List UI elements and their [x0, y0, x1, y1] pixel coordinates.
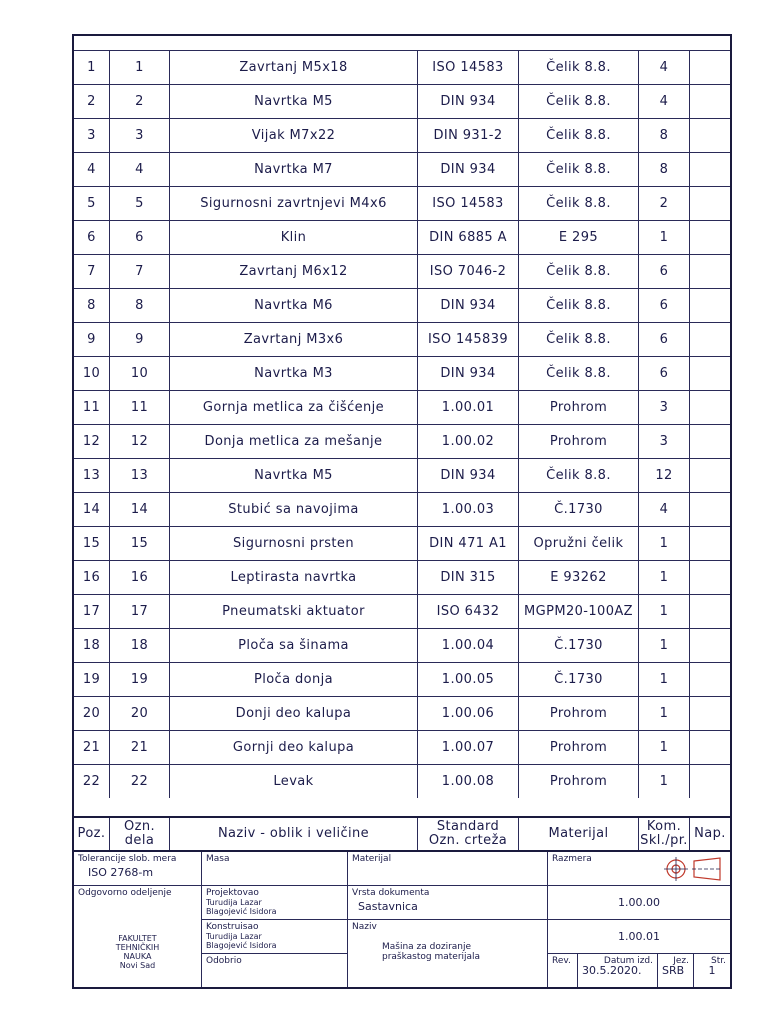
row-material: Prohrom: [519, 731, 639, 764]
row-position: 5: [74, 187, 110, 220]
page-cell: [694, 954, 730, 987]
row-material: Prohrom: [519, 425, 639, 458]
constructor-label: Konstruisao: [206, 922, 259, 932]
row-position: 11: [74, 391, 110, 424]
row-position: 9: [74, 323, 110, 356]
row-part-id: 19: [110, 663, 170, 696]
doc-type-cell: [348, 886, 548, 920]
row-material: MGPM20-100AZ: [519, 595, 639, 628]
row-material: Čelik 8.8.: [519, 357, 639, 390]
scale-cell: [548, 852, 730, 886]
row-name: Donja metlica za mešanje: [170, 425, 418, 458]
row-quantity: 6: [639, 357, 690, 390]
constructor-name-2: Blagojević Isidora: [206, 941, 277, 950]
row-quantity: 6: [639, 323, 690, 356]
table-row: [74, 186, 730, 220]
header-standard: Standard Ozn. crteža: [418, 818, 519, 850]
row-note: [690, 391, 730, 424]
row-standard: 1.00.05: [418, 663, 519, 696]
row-standard: ISO 145839: [418, 323, 519, 356]
row-name: Leptirasta navrtka: [170, 561, 418, 594]
doc-type-label: Vrsta dokumenta: [352, 888, 430, 898]
row-quantity: 1: [639, 765, 690, 798]
row-material: Čelik 8.8.: [519, 85, 639, 118]
row-name: Navrtka M5: [170, 459, 418, 492]
row-note: [690, 85, 730, 118]
row-quantity: 1: [639, 697, 690, 730]
row-position: 10: [74, 357, 110, 390]
header-naziv: Naziv - oblik i veličine: [170, 818, 418, 850]
row-name: Zavrtanj M6x12: [170, 255, 418, 288]
row-position: 4: [74, 153, 110, 186]
row-note: [690, 289, 730, 322]
header-materijal: Materijal: [519, 818, 639, 850]
row-note: [690, 731, 730, 764]
approved-label: Odobrio: [206, 956, 242, 966]
row-part-id: 9: [110, 323, 170, 356]
doc-type-value: Sastavnica: [358, 900, 418, 913]
title-name-label: Naziv: [352, 922, 377, 932]
row-standard: ISO 7046-2: [418, 255, 519, 288]
row-part-id: 4: [110, 153, 170, 186]
tolerance-cell: [74, 852, 202, 886]
revision-label: Rev.: [552, 956, 571, 966]
row-standard: DIN 934: [418, 85, 519, 118]
date-value: 30.5.2020.: [582, 964, 642, 977]
table-row: [74, 526, 730, 560]
row-standard: ISO 6432: [418, 595, 519, 628]
row-position: 18: [74, 629, 110, 662]
designer-name-1: Turudija Lazar: [206, 898, 262, 907]
table-row: [74, 696, 730, 730]
table-row: [74, 628, 730, 662]
faculty-name: FAKULTET TEHNIČKIH NAUKA Novi Sad: [115, 934, 160, 970]
row-material: Prohrom: [519, 765, 639, 798]
scale-label: Razmera: [552, 854, 592, 864]
row-name: Sigurnosni zavrtnjevi M4x6: [170, 187, 418, 220]
row-note: [690, 629, 730, 662]
row-note: [690, 527, 730, 560]
mass-label: Masa: [206, 854, 230, 864]
title-name-cell: [348, 920, 548, 987]
row-standard: DIN 934: [418, 289, 519, 322]
title-name-line-1: Mašina za doziranje: [382, 942, 472, 952]
row-note: [690, 663, 730, 696]
row-quantity: 6: [639, 289, 690, 322]
row-note: [690, 765, 730, 798]
row-standard: 1.00.01: [418, 391, 519, 424]
row-quantity: 3: [639, 425, 690, 458]
row-quantity: 4: [639, 493, 690, 526]
row-name: Gornji deo kalupa: [170, 731, 418, 764]
row-quantity: 8: [639, 153, 690, 186]
row-name: Zavrtanj M5x18: [170, 51, 418, 84]
constructor-cell: [202, 920, 348, 954]
table-row: [74, 84, 730, 118]
constructor-name-1: Turudija Lazar: [206, 932, 262, 941]
row-note: [690, 187, 730, 220]
row-note: [690, 221, 730, 254]
drawing-frame: [72, 34, 732, 989]
row-standard: DIN 6885 A: [418, 221, 519, 254]
row-material: Prohrom: [519, 391, 639, 424]
row-part-id: 12: [110, 425, 170, 458]
row-standard: 1.00.03: [418, 493, 519, 526]
row-quantity: 1: [639, 561, 690, 594]
table-row: [74, 356, 730, 390]
row-note: [690, 255, 730, 288]
table-row: [74, 322, 730, 356]
department-label: Odgovorno odeljenje: [78, 888, 172, 898]
table-row: [74, 662, 730, 696]
projection-symbol-icon: [664, 856, 724, 882]
row-part-id: 20: [110, 697, 170, 730]
row-part-id: 11: [110, 391, 170, 424]
table-row: [74, 424, 730, 458]
header-kom: Kom. Skl./pr.: [639, 818, 690, 850]
title-block: [74, 852, 730, 987]
row-quantity: 4: [639, 51, 690, 84]
row-quantity: 1: [639, 527, 690, 560]
header-poz: Poz.: [74, 818, 110, 850]
row-position: 12: [74, 425, 110, 458]
row-part-id: 7: [110, 255, 170, 288]
row-part-id: 17: [110, 595, 170, 628]
row-position: 2: [74, 85, 110, 118]
row-material: Opružni čelik: [519, 527, 639, 560]
row-quantity: 8: [639, 119, 690, 152]
language-label: Jez.: [673, 956, 689, 966]
table-row: [74, 288, 730, 322]
row-note: [690, 697, 730, 730]
row-note: [690, 425, 730, 458]
row-name: Navrtka M3: [170, 357, 418, 390]
table-row: [74, 118, 730, 152]
row-material: E 93262: [519, 561, 639, 594]
material-cell: [348, 852, 548, 886]
row-part-id: 8: [110, 289, 170, 322]
row-name: Navrtka M5: [170, 85, 418, 118]
row-quantity: 2: [639, 187, 690, 220]
table-row: [74, 50, 730, 84]
row-material: Čelik 8.8.: [519, 459, 639, 492]
row-name: Navrtka M6: [170, 289, 418, 322]
header-nap: Nap.: [694, 826, 726, 841]
row-note: [690, 357, 730, 390]
material-label: Materijal: [352, 854, 392, 864]
row-note: [690, 153, 730, 186]
parts-list-header: [74, 816, 730, 852]
row-part-id: 13: [110, 459, 170, 492]
row-name: Navrtka M7: [170, 153, 418, 186]
row-name: Donji deo kalupa: [170, 697, 418, 730]
table-row: [74, 220, 730, 254]
row-quantity: 1: [639, 663, 690, 696]
language-cell: [658, 954, 694, 987]
row-part-id: 21: [110, 731, 170, 764]
row-quantity: 1: [639, 731, 690, 764]
row-name: Zavrtanj M3x6: [170, 323, 418, 356]
department-cell: [74, 886, 202, 987]
row-material: Čelik 8.8.: [519, 289, 639, 322]
title-name-line-2: praškastog materijala: [382, 952, 481, 962]
row-material: Čelik 8.8.: [519, 153, 639, 186]
row-note: [690, 323, 730, 356]
tolerance-value: ISO 2768-m: [88, 866, 154, 879]
row-position: 8: [74, 289, 110, 322]
row-material: Čelik 8.8.: [519, 255, 639, 288]
row-note: [690, 561, 730, 594]
designer-name-2: Blagojević Isidora: [206, 907, 277, 916]
row-name: Pneumatski aktuator: [170, 595, 418, 628]
row-position: 1: [74, 51, 110, 84]
row-position: 7: [74, 255, 110, 288]
row-standard: DIN 934: [418, 357, 519, 390]
row-position: 3: [74, 119, 110, 152]
row-material: E 295: [519, 221, 639, 254]
row-part-id: 2: [110, 85, 170, 118]
row-standard: ISO 14583: [418, 187, 519, 220]
row-position: 15: [74, 527, 110, 560]
table-row: [74, 492, 730, 526]
row-part-id: 14: [110, 493, 170, 526]
row-part-id: 22: [110, 765, 170, 798]
row-material: Čelik 8.8.: [519, 51, 639, 84]
row-material: Č.1730: [519, 493, 639, 526]
row-quantity: 1: [639, 221, 690, 254]
approved-cell: [202, 954, 348, 987]
row-position: 20: [74, 697, 110, 730]
row-standard: 1.00.08: [418, 765, 519, 798]
row-part-id: 18: [110, 629, 170, 662]
row-quantity: 12: [639, 459, 690, 492]
row-position: 6: [74, 221, 110, 254]
document-number: 1.00.00: [548, 886, 730, 920]
mass-cell: [202, 852, 348, 886]
table-row: [74, 458, 730, 492]
row-name: Stubić sa navojima: [170, 493, 418, 526]
table-row: [74, 594, 730, 628]
row-position: 19: [74, 663, 110, 696]
row-part-id: 6: [110, 221, 170, 254]
revision-cell: [548, 954, 578, 987]
row-standard: DIN 934: [418, 153, 519, 186]
row-material: Čelik 8.8.: [519, 119, 639, 152]
row-quantity: 3: [639, 391, 690, 424]
row-material: Čelik 8.8.: [519, 323, 639, 356]
row-standard: DIN 934: [418, 459, 519, 492]
page-value: 1: [708, 964, 716, 977]
row-position: 21: [74, 731, 110, 764]
row-note: [690, 51, 730, 84]
drawing-number: 1.00.01: [548, 920, 730, 954]
row-quantity: 1: [639, 629, 690, 662]
row-material: Prohrom: [519, 697, 639, 730]
row-name: Klin: [170, 221, 418, 254]
table-row: [74, 390, 730, 424]
row-name: Sigurnosni prsten: [170, 527, 418, 560]
row-quantity: 4: [639, 85, 690, 118]
header-ozn: Ozn. dela: [110, 818, 170, 850]
row-standard: 1.00.07: [418, 731, 519, 764]
designer-cell: [202, 886, 348, 920]
row-name: Levak: [170, 765, 418, 798]
row-note: [690, 119, 730, 152]
language-value: SRB: [662, 964, 685, 977]
date-label: Datum izd.: [603, 956, 653, 966]
row-part-id: 3: [110, 119, 170, 152]
row-name: Ploča sa šinama: [170, 629, 418, 662]
row-position: 14: [74, 493, 110, 526]
table-row: [74, 254, 730, 288]
page-label: Str.: [711, 956, 726, 966]
row-name: Vijak M7x22: [170, 119, 418, 152]
table-row: [74, 560, 730, 594]
row-material: Č.1730: [519, 629, 639, 662]
row-part-id: 10: [110, 357, 170, 390]
row-position: 22: [74, 765, 110, 798]
row-part-id: 5: [110, 187, 170, 220]
row-note: [690, 459, 730, 492]
tolerance-label: Tolerancije slob. mera: [78, 854, 177, 864]
designer-label: Projektovao: [206, 888, 259, 898]
table-row: [74, 764, 730, 798]
row-standard: DIN 471 A1: [418, 527, 519, 560]
row-material: Čelik 8.8.: [519, 187, 639, 220]
row-position: 16: [74, 561, 110, 594]
table-row: [74, 152, 730, 186]
row-part-id: 15: [110, 527, 170, 560]
row-standard: DIN 315: [418, 561, 519, 594]
row-standard: ISO 14583: [418, 51, 519, 84]
row-standard: DIN 931-2: [418, 119, 519, 152]
row-quantity: 6: [639, 255, 690, 288]
row-name: Ploča donja: [170, 663, 418, 696]
row-note: [690, 595, 730, 628]
row-position: 17: [74, 595, 110, 628]
row-standard: 1.00.02: [418, 425, 519, 458]
row-part-id: 1: [110, 51, 170, 84]
row-standard: 1.00.04: [418, 629, 519, 662]
row-note: [690, 493, 730, 526]
row-material: Č.1730: [519, 663, 639, 696]
row-quantity: 1: [639, 595, 690, 628]
table-row: [74, 730, 730, 764]
row-part-id: 16: [110, 561, 170, 594]
row-standard: 1.00.06: [418, 697, 519, 730]
row-position: 13: [74, 459, 110, 492]
date-cell: [578, 954, 658, 987]
row-name: Gornja metlica za čišćenje: [170, 391, 418, 424]
